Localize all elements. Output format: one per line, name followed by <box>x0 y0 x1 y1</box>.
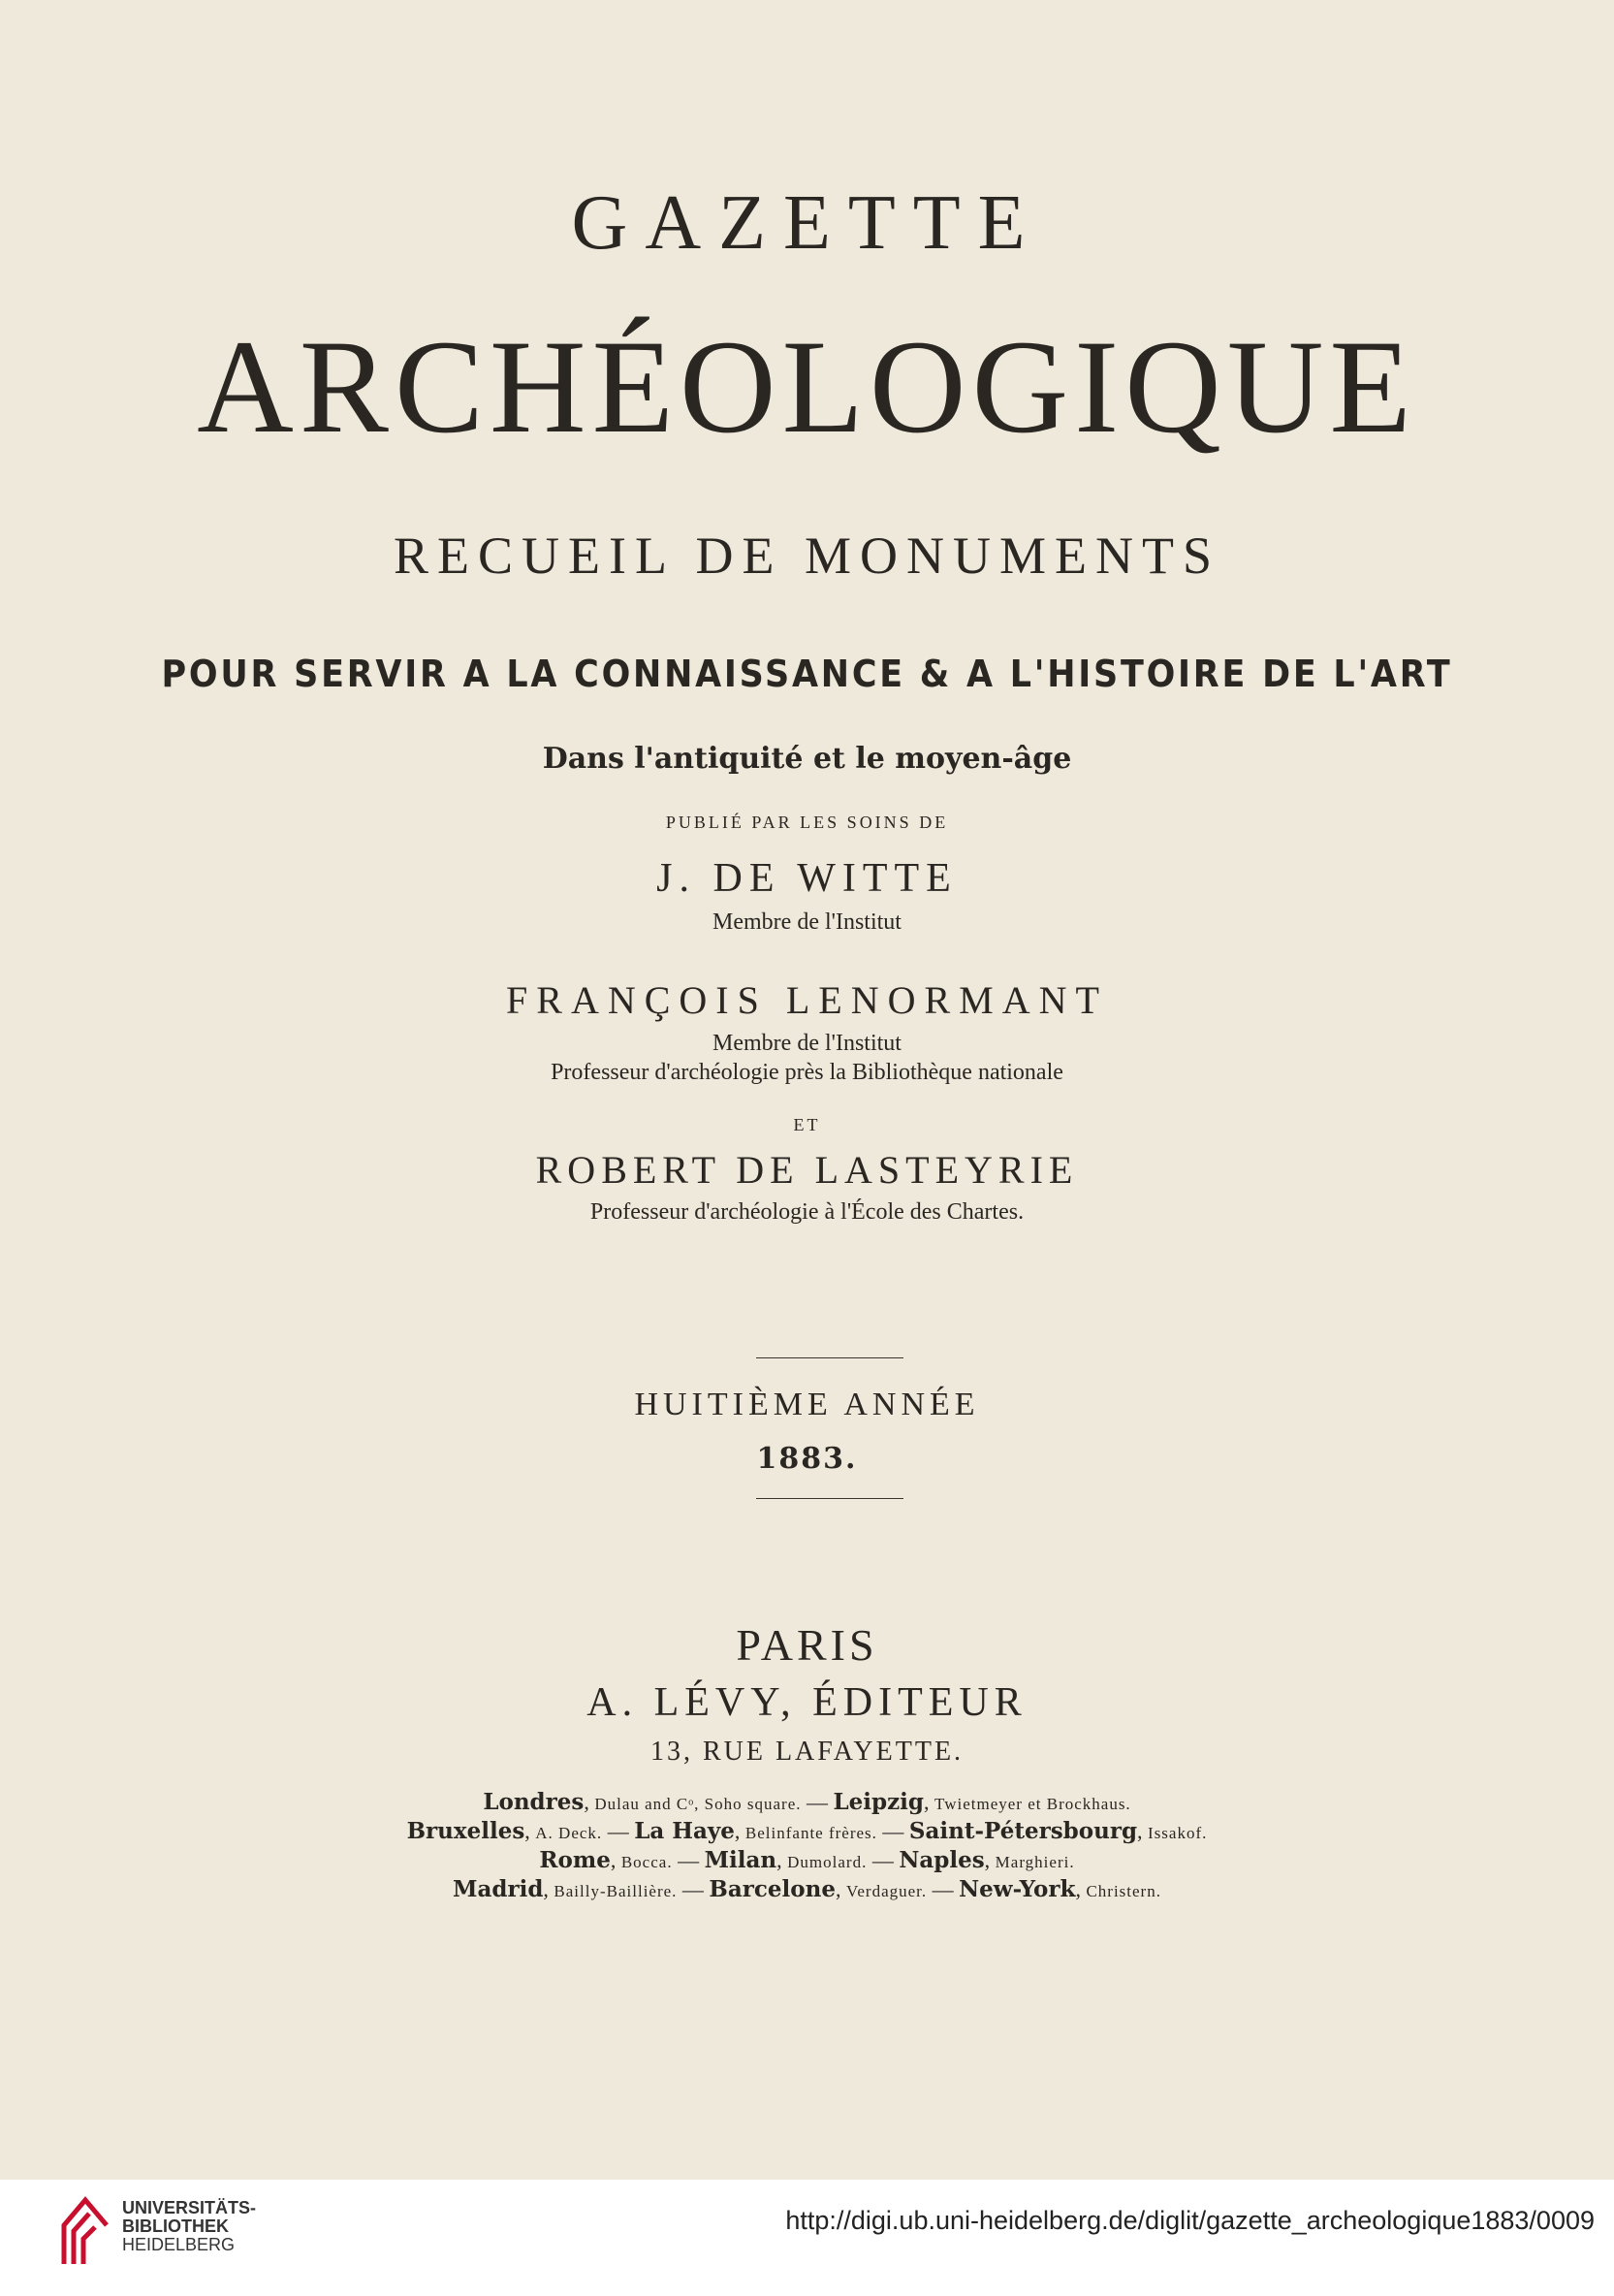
distributors-line: Londres, Dulau and Cᵒ, Soho square. — Leipzig, Twietmeyer et Brockhaus. <box>483 1789 1131 1815</box>
library-name-line3: HEIDELBERG <box>122 2235 236 2254</box>
source-url-link[interactable]: http://digi.ub.uni-heidelberg.de/diglit/gazette_archeologique1883/0009 <box>785 2206 1595 2235</box>
imprint-address: 13, RUE LAFAYETTE. <box>649 1737 965 1767</box>
library-name-line1: UNIVERSITÄTS- <box>122 2198 257 2217</box>
distributor-agent: Verdaguer. <box>845 1882 928 1900</box>
distributor-city: Naples <box>899 1847 985 1873</box>
editor-3-name: ROBERT DE LASTEYRIE <box>535 1148 1079 1192</box>
distributor-city: Leipzig <box>833 1789 925 1815</box>
distributors-line: Bruxelles, A. Deck. — La Haye, Belinfante frères. — Saint-Pétersbourg, Issakof. <box>406 1818 1208 1844</box>
distributor-agent: Christern. <box>1086 1882 1161 1900</box>
imprint-city: PARIS <box>736 1620 878 1670</box>
distributor-city: Bruxelles <box>406 1818 525 1844</box>
journal-title-line1: GAZETTE <box>571 180 1043 266</box>
distributor-agent: Marghieri. <box>995 1853 1075 1871</box>
editor-3-role: Professeur d'archéologie à l'École des Chartes. <box>589 1199 1025 1225</box>
distributor-agent: A. Deck. <box>535 1824 603 1842</box>
distributor-city: Madrid <box>453 1876 544 1902</box>
distributor-agent: Dumolard. <box>787 1853 868 1871</box>
editor-2-role-1: Membre de l'Institut <box>712 1031 902 1056</box>
editors-intro: PUBLIÉ PAR LES SOINS DE <box>665 813 949 832</box>
library-logo-icon <box>56 2188 114 2271</box>
edition-year-label: HUITIÈME ANNÉE <box>634 1387 980 1422</box>
journal-title-line2: ARCHÉOLOGIQUE <box>197 312 1417 461</box>
distributor-city: Londres <box>483 1789 585 1815</box>
edition-year: 1883. <box>756 1442 858 1476</box>
distributor-agent: Bailly-Baillière. <box>554 1882 678 1900</box>
editor-2-name: FRANÇOIS LENORMANT <box>506 978 1108 1022</box>
editor-1-name: J. DE WITTE <box>656 856 958 901</box>
imprint-publisher: A. LÉVY, ÉDITEUR <box>586 1680 1028 1725</box>
distributor-city: Barcelone <box>709 1876 836 1902</box>
distributors-line: Madrid, Bailly-Baillière. — Barcelone, Verdaguer. — New-York, Christern. <box>453 1876 1161 1902</box>
library-name <box>122 2199 256 2254</box>
editors-conjunction: ET <box>793 1115 821 1134</box>
journal-period: Dans l'antiquité et le moyen-âge <box>542 742 1072 776</box>
distributor-city: La Haye <box>634 1818 735 1844</box>
editor-1-role: Membre de l'Institut <box>712 909 902 935</box>
divider-bottom <box>756 1498 903 1499</box>
editor-2-role-2: Professeur d'archéologie près la Bibliothèque nationale <box>551 1060 1063 1085</box>
distributor-city: New-York <box>959 1876 1076 1902</box>
divider-top <box>756 1357 903 1358</box>
distributors-line: Rome, Bocca. — Milan, Dumolard. — Naples, Marghieri. <box>539 1847 1075 1873</box>
library-name-line2: BIBLIOTHEK <box>122 2216 229 2236</box>
distributor-city: Saint-Pétersbourg <box>908 1818 1138 1844</box>
distributor-agent: Twietmeyer et Brockhaus. <box>934 1795 1131 1813</box>
journal-subtitle: RECUEIL DE MONUMENTS <box>394 526 1220 585</box>
distributor-agent: Bocca. <box>620 1853 673 1871</box>
distributor-city: Milan <box>704 1847 777 1873</box>
journal-purpose: POUR SERVIR A LA CONNAISSANCE & A L'HISTOIRE DE L'ART <box>161 653 1453 695</box>
distributor-city: Rome <box>539 1847 611 1873</box>
distributor-agent: Dulau and Cᵒ, Soho square. <box>594 1795 802 1813</box>
distributor-agent: Belinfante frères. <box>744 1824 877 1842</box>
distributor-agent: Issakof. <box>1148 1824 1208 1842</box>
